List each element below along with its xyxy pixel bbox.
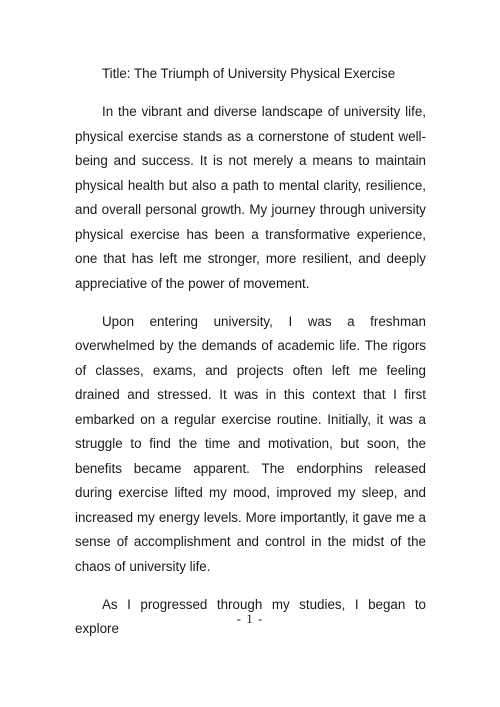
- paragraph-3: As I progressed through my studies, I began to explore: [75, 596, 426, 636]
- paragraph-1: In the vibrant and diverse landscape of university life, physical exercise stands as a cornerstone of student well-being and success. It is not merely a means to maintain physical health but also a path to mental clarity, resilience, and overall personal growth. My journey through university physical exercise has been a transformative experience, one that has left me stronger, more resilient, and deeply appreciative of the power of movement.: [75, 104, 426, 291]
- page-number: - 1 -: [236, 611, 264, 626]
- document-title: Title: The Triumph of University Physical Exercise: [102, 66, 396, 81]
- paragraph-2: Upon entering university, I was a freshman overwhelmed by the demands of academic life. The rigors of classes, exams, and projects often left me feeling drained and stressed. It was in this context that I first embarked on a regular exercise routine. Initially, it was a struggle to find the time and motivation, but soon, the benefits became apparent. The endorphins released during exercise lifted my mood, improved my sleep, and increased my energy levels. More importantly, it gave me a sense of accomplishment and control in the midst of the chaos of university life.: [75, 313, 426, 574]
- document-body: [75, 62, 426, 655]
